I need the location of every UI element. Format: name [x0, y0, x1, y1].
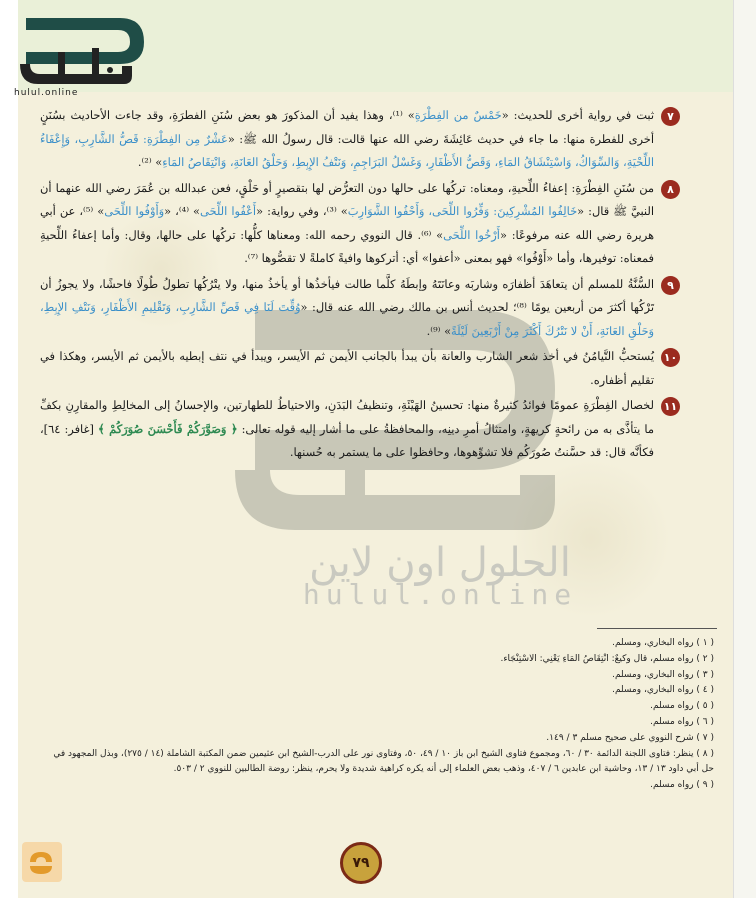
footnote-divider [597, 628, 717, 629]
item-number-badge: ٩ [661, 276, 680, 295]
footnote: ( ٦ ) رواه مسلم. [650, 716, 714, 727]
paragraph-item [40, 345, 680, 392]
page-edge-strip [733, 0, 756, 898]
body-text: [غافر: ٦٤]، فكأنَّه قال: قد حسَّنتُ صُورَكُم فلا تشوِّهوها، وحافظوا على ما يستمر به حُسنها. [40, 421, 654, 459]
body-text: » ⁽⁶⁾. قال النووي رحمه الله: ومعناها كلُّها: تركُها على حالها، وقال: وأما إعفاءُ اللِّحيةِ فمعناه: توفيرها، وأما «أَوْفُوا» فهو بمعنى «أعفوا» أي: أتركوها وافيةً كاملةً لا تقصُّوها ⁽⁷⁾. [40, 227, 654, 265]
paragraph-item [40, 394, 680, 465]
item-number-badge: ١٠ [661, 348, 680, 367]
body-text: لخصال الفِطْرَةِ عمومًا فوائدُ كثيرةٌ منها: تحسينُ الهَيْئَةِ، وتنظيفُ البَدَنِ، والاحتياطُ للطهارتين، والإحسانُ إلى المخالِطِ والمقارِنِ بكفِّ ما يتأذَّى به من رائحةٍ كريهةٍ، وامتثالُ أمرِ دينِه، والمحافظةُ على ما أشار إليه قوله تعالى: [40, 398, 654, 436]
paragraph-item [40, 104, 680, 175]
footnote: ( ٨ ) ينظر: فتاوى اللجنة الدائمة ٣٠ / ٦٠، ومجموع فتاوى الشيخ ابن باز ١٠ / ٤٩، ٥٠، وفتاوى نور على الدرب-الشيخ ابن عثيمين ضمن المكتبة الشاملة (١٤ / ٢٧٥)، وبذل المجهود في حل أبي داود ١٣ / ١٣، وحاشية ابن عابدين ٦ / ٤٠٧، وذهب بعض العلماء إلى أنه يكره كراهية شديدة ولا يحرم، ينظر: روضة الطالبين للنووي ٢ / ٥٠٣. [53, 748, 714, 775]
hadith-text: أَعْفُوا اللِّحَى [200, 204, 257, 218]
body-text: » ⁽²⁾. [137, 155, 163, 169]
item-number-badge: ٧ [661, 107, 680, 126]
hadith-text: خَمْسٌ من الفِطْرَةِ [414, 108, 502, 122]
quran-verse: ﴿ وَصَوَّرَكُمْ فَأَحْسَنَ صُوَرَكُمْ ﴾ [98, 421, 238, 436]
hadith-text: أَرْخُوا اللِّحَى [443, 227, 500, 242]
hadith-text: عَشْرٌ مِن الفِطْرَةِ: قَصُّ الشَّارِبِ، وَإِعْفَاءُ اللِّحْيَةِ، وَالسِّوَاكُ، وَاسْتِنْشَاقُ المَاءِ، وَقَصُّ الأَظْفَارِ، وَغَسْلُ البَرَاجِمِ، وَنَتْفُ الإِبِطِ، وَحَلْقُ العَانَةِ، وَانْتِقَاصُ المَاءِ [40, 131, 654, 169]
watermark-arabic: الحلول اون لاين [309, 540, 571, 586]
watermark-url: hulul.online [302, 578, 578, 611]
body-text: » ⁽⁴⁾، « [164, 204, 201, 218]
body-text: السُّنَّةُ للمسلم أن يتعاهَدَ أظفارَه وشاربَه وعانَتَهُ وإبطَهُ كلَّما طالت فيأخذُها أو يأخذُ منها، ولا يتْرُكُها تطولُ طُولًا فاحشًا، ولا يجوزُ أن تَرْكُها أكثرَ من أربعين يومًا ⁽⁸⁾؛ لحديث أنس بن مالك رضي الله عنه قال: « [40, 276, 654, 314]
hulul-corner-icon [26, 848, 56, 878]
hadith-text: وُقِّتَ لَنَا فِي قَصِّ الشَّارِبِ، وَتَقْلِيمِ الأَظْفَارِ، وَنَتْفِ الإِبِطِ، وَحَلْقِ العَانَةِ، أَنْ لا نَتْرُكَ أَكْثَرَ مِنْ أَرْبَعِينَ لَيْلَةً [40, 300, 654, 338]
body-text: من سُنَنِ الفِطْرَةِ: إعفاءُ اللِّحيةِ، ومعناه: تركُها على حالها دون التعرُّض لها بتقصيرٍ أو حَلْقٍ، فعن عبدالله بن عُمَرَ رضي الله عنهما أن النبيَّ ﷺ قال: « [40, 180, 654, 218]
item-number-badge: ٨ [661, 180, 680, 199]
body-text: » ⁽³⁾، وفي رواية: « [256, 204, 348, 218]
footnote: ( ٧ ) شرح النووي على صحيح مسلم ٣ / ١٤٩. [546, 732, 714, 743]
footnote: ( ٣ ) رواه البخاري، ومسلم. [612, 669, 714, 680]
footnote: ( ٢ ) رواه مسلم، قال وكيعٌ: انْتِقَاصُ المَاءِ يَعْنِي: الاسْتِنْجَاء. [500, 653, 714, 664]
body-text: » ⁽⁵⁾، عن أبي هريرة رضي الله عنه مرفوعًا: « [40, 204, 654, 242]
body-text: » ⁽¹⁾، وهذا يفيد أن المذكورَ هو بعض سُنَنِ الفطرَةِ، وقد جاءت الأحاديث بسُنَنٍ أخرى للفطرة منها: ما جاء في حديث عَائِشَةَ رضي الله عنها قالت: قال رسولُ الله ﷺ: « [40, 108, 655, 146]
logo-caption: hulul.online [14, 88, 79, 98]
footnote: ( ٤ ) رواه البخاري، ومسلم. [612, 685, 714, 696]
page-number: ٧٩ [340, 842, 382, 884]
body-text: يُستحبُّ التَّيامُنُ في أخذ شعر الشارب والعانة بأن يبدأ بالجانب الأيمن ثم الأيسر، ويبدأ في نتف إبطيه بالأيمن ثم الأيسر، وهكذا في تقليم أظفاره. [40, 349, 654, 387]
footnote: ( ١ ) رواه البخاري، ومسلم. [612, 638, 714, 648]
paragraph-item [40, 177, 680, 271]
paragraph-item [40, 273, 680, 344]
footnote: ( ٩ ) رواه مسلم. [650, 780, 714, 791]
hadith-text: وَأَوْفُوا اللِّحَى [104, 204, 165, 218]
body-text: ثبت في رواية أخرى للحديث: « [501, 108, 655, 122]
main-text [40, 104, 680, 467]
item-number-badge: ١١ [661, 397, 680, 416]
footnotes [40, 636, 716, 794]
hadith-text: خَالِفُوا المُشْرِكِينَ: وَفِّرُوا اللِّحَى، وَأَحْفُوا الشَّوَارِبَ [347, 204, 578, 218]
footnote: ( ٥ ) رواه مسلم. [650, 701, 714, 712]
body-text: » ⁽⁹⁾. [426, 323, 452, 338]
